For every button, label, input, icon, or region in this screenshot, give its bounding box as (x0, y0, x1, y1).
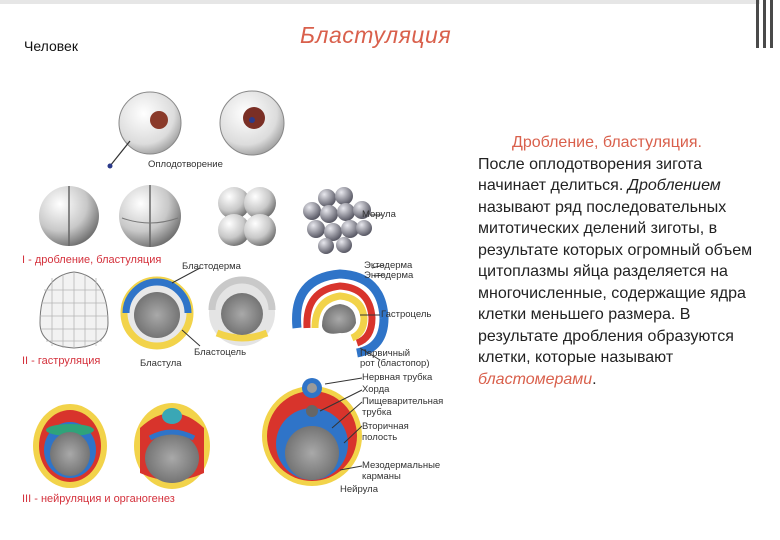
early-gastrula-section (209, 280, 275, 346)
two-cell-embryo (39, 186, 99, 246)
label-morula: Морула (362, 209, 396, 220)
label-endoderm: Энтодерма (364, 270, 414, 281)
four-cell-embryo (119, 185, 181, 247)
embryo-illustration (22, 78, 472, 518)
stage-3-label: III - нейруляция и органогенез (22, 493, 175, 505)
label-ectoderm: Эктодерма (364, 260, 413, 271)
label-blastocoel: Бластоцель (194, 347, 247, 358)
description-text (478, 132, 768, 390)
label-blastula: Бластула (140, 358, 182, 369)
eight-cell-embryo (218, 187, 276, 246)
stage-2-label: II - гаструляция (22, 355, 101, 367)
text-heading: Дробление, бластуляция. (512, 134, 702, 151)
label-secondary-cavity-1: Вторичная (362, 421, 409, 432)
text-paragraph-1: После оплодотворения зигота начинает делиться. (478, 155, 703, 194)
slide-top-bar (0, 0, 780, 14)
corner-decoration (752, 0, 780, 50)
label-fertilization: Оплодотворение (148, 159, 223, 170)
term-cleavage: Дроблением (627, 177, 721, 194)
blastula-section (124, 268, 200, 346)
subject-label: Человек (24, 38, 78, 54)
stage-1-label: I - дробление, бластуляция (22, 254, 162, 266)
label-primary-mouth: Первичный (360, 348, 411, 359)
neurula-section-3 (262, 378, 362, 486)
label-gastrocoel: Гастроцель (381, 309, 432, 320)
term-blastomeres: бластомерами (478, 370, 593, 388)
top-stripe (0, 0, 760, 4)
label-neurula: Нейрула (340, 484, 378, 495)
label-digestive-tube-1: Пищеварительная (362, 396, 444, 407)
label-mesoderm-pockets-2: карманы (362, 471, 401, 482)
label-blastopore: рот (бластопор) (360, 358, 430, 369)
neurula-section-2 (134, 403, 210, 489)
label-secondary-cavity-2: полость (362, 432, 398, 443)
text-paragraph-2: называют ряд последовательных митотических делений зиготы, в результате которых огромный объем цитоплазмы яйца разделяется на многочисленные, содержащие ядра клетки меньшего размера. В результате дробления образуются клетки, которые называют (478, 198, 753, 366)
egg-2 (220, 91, 284, 155)
text-end: . (592, 370, 597, 388)
label-digestive-tube-2: трубка (362, 407, 392, 418)
morula-embryo (303, 187, 382, 254)
label-mesoderm-pockets-1: Мезодермальные (362, 460, 441, 471)
label-chord: Хорда (362, 384, 390, 395)
slide-title: Бластуляция (300, 22, 452, 48)
label-blastoderm: Бластодерма (182, 261, 241, 272)
label-neural-tube: Нервная трубка (362, 372, 433, 383)
egg-1 (108, 92, 182, 169)
blastula-surface (40, 272, 108, 348)
neurula-section-1 (33, 404, 107, 488)
embryo-development-figure (22, 78, 472, 518)
